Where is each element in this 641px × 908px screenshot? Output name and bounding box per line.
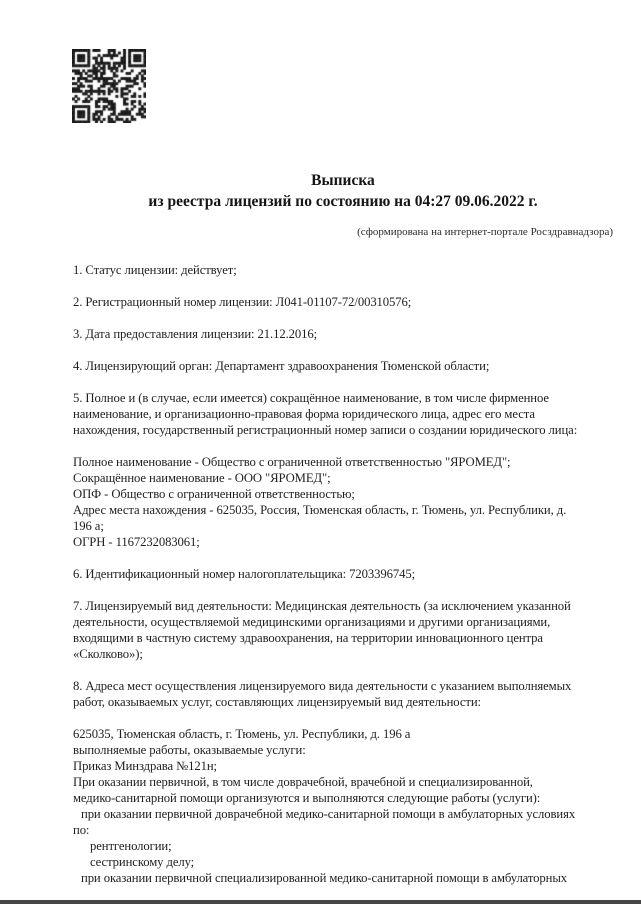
document-line: 625035, Тюменская область, г. Тюмень, ул. Республики, д. 196 а [73, 727, 411, 741]
document-line: при оказании первичной специализированной медико-санитарной помощи в амбулаторных [81, 871, 567, 885]
document-line: ОГРН - 1167232083061; [73, 535, 200, 549]
document-line: 2. Регистрационный номер лицензии: Л041-01107-72/00310576; [73, 295, 412, 309]
title-line-2: из реестра лицензий по состоянию на 04:27 09.06.2022 г. [148, 193, 538, 210]
document-line: Сокращённое наименование - ООО "ЯРОМЕД"; [73, 471, 331, 485]
document-line: 5. Полное и (в случае, если имеется) сокращённое наименование, в том числе фирменное [73, 391, 549, 405]
document-line: 1. Статус лицензии: действует; [73, 263, 237, 277]
document-line: Полное наименование - Общество с ограниченной ответственностью "ЯРОМЕД"; [73, 455, 511, 469]
document-line: нахождения, государственный регистрационный номер записи о создании юридического лица: [73, 423, 578, 437]
document-line: наименование, и организационно-правовая форма юридического лица, адрес его места [73, 407, 535, 421]
document-line: При оказании первичной, в том числе доврачебной, врачебной и специализированной, [73, 775, 533, 789]
document-line: рентгенологии; [90, 839, 172, 853]
bottom-edge-bar [0, 900, 641, 904]
document-line: 8. Адреса мест осуществления лицензируемого вида деятельности с указанием выполняемых [73, 679, 572, 693]
document-line: сестринскому делу; [90, 855, 195, 869]
document-line: входящими в частную систему здравоохранения, на территории инновационного центра [73, 631, 543, 645]
document-line: 196 а; [73, 519, 104, 533]
document-line: по: [73, 823, 90, 837]
document-line: деятельности, осуществляемой медицинскими организациями и другими организациями, [73, 615, 551, 629]
document-line: 6. Идентификационный номер налогоплательщика: 7203396745; [73, 567, 416, 581]
document-line: ОПФ - Общество с ограниченной ответственностью; [73, 487, 355, 501]
document-subtitle: (сформирована на интернет-портале Росздравнадзора) [357, 226, 613, 238]
document-line: при оказании первичной доврачебной медико-санитарной помощи в амбулаторных условиях [81, 807, 576, 821]
document-line: медико-санитарной помощи организуются и выполняются следующие работы (услуги): [73, 791, 541, 805]
document-line: работ, оказываемых услуг, составляющих лицензируемый вид деятельности: [73, 695, 481, 709]
document-line: 7. Лицензируемый вид деятельности: Медицинская деятельность (за исключением указанной [73, 599, 571, 613]
qr-code [72, 49, 146, 123]
title-line-1: Выписка [311, 172, 375, 189]
document-line: 4. Лицензирующий орган: Департамент здравоохранения Тюменской области; [73, 359, 490, 373]
document-body [73, 262, 618, 886]
document-title [73, 170, 613, 212]
document-line: выполняемые работы, оказываемые услуги: [73, 743, 306, 757]
document-line: «Сколково»); [73, 647, 143, 661]
document-line: Адрес места нахождения - 625035, Россия, Тюменская область, г. Тюмень, ул. Республики, д. [73, 503, 567, 517]
document-line: 3. Дата предоставления лицензии: 21.12.2016; [73, 327, 318, 341]
document-line: Приказ Минздрава №121н; [73, 759, 217, 773]
